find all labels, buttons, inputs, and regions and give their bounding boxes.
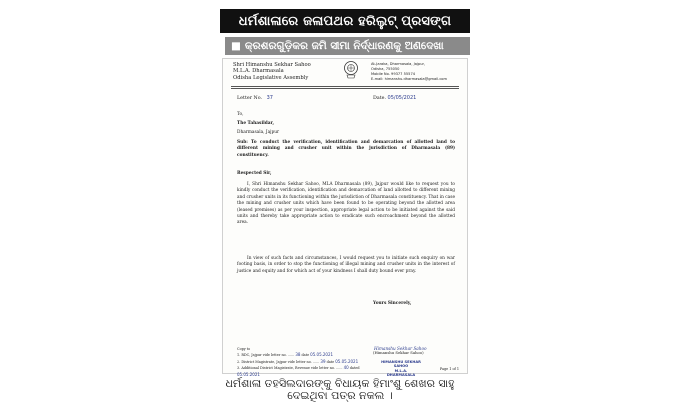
recipient: The Tahasildar, bbox=[237, 121, 274, 126]
sender-name: Shri Himanshu Sekhar Sahoo bbox=[233, 62, 311, 68]
caption-line-1: ଧର୍ମଶାଳା ତହସିଲଦାରଙ୍କୁ ବିଧାୟକ ହିମାଂଶୁ ଶେଖର ସାହୁ bbox=[225, 377, 455, 390]
address-line-2: Odisha, 755050 bbox=[371, 67, 400, 71]
letter-number bbox=[237, 95, 273, 101]
subject-line: Sub: To conduct the verification, identification and demarcation of allotted land to different mining and crusher unit within the jurisdiction of Dharmasala (89) constituency. bbox=[237, 140, 455, 158]
headline-banner bbox=[220, 9, 470, 33]
official-stamp bbox=[375, 360, 427, 378]
copy-item: 1. RDC, Jajpur vide letter no. ...... 38 date 05.05.2021 bbox=[237, 352, 334, 358]
letter-date-value: 05/05/2021 bbox=[387, 95, 417, 101]
signatory-name: (Himanshu Sekhar Sahoo) bbox=[373, 350, 424, 355]
stamp-line-2: M.L.A. bbox=[394, 368, 408, 373]
body-paragraph-1: I, Shri Himanshu Sekhar Sahoo, MLA Dharmasala (89), Jajpur would like to request you to kindly conduct the verification, identification and demarcation of land allotted to different mining and crusher units in its functioning within the jurisdiction of Dharmasala constituency. That in case the mining and crusher units which have been found to be operating beyond the allotted area (leased premises) as per your inspection, appropriate legal action to be initiated against the said units and thereby take appropriate action to eradicate such encroachment beyond the allotted area. bbox=[237, 182, 455, 226]
email-address: E-mail: himanshu.dharmasala@gmail.com bbox=[371, 77, 447, 81]
state-emblem-icon bbox=[342, 60, 360, 80]
letterhead-sender bbox=[233, 62, 311, 81]
sender-assembly: Odisha Legislative Assembly bbox=[233, 74, 309, 81]
page-number: Page 1 of 1 bbox=[439, 367, 459, 371]
letter-number-label: Letter No. bbox=[237, 96, 263, 101]
letter-number-value: 37 bbox=[266, 95, 273, 101]
square-bullet-icon: ■ bbox=[231, 40, 241, 52]
mobile-number: Mobile No. 99377 55574 bbox=[371, 72, 416, 76]
letter-date bbox=[373, 95, 416, 101]
copy-to-list bbox=[237, 347, 377, 378]
address-to: To, bbox=[237, 112, 244, 117]
subheadline-text: କ୍ରଶରଗୁଡ଼ିକର ଜମି ସୀମା ନିର୍ଦ୍ଧାରଣକୁ ଅଣଦେଖା bbox=[244, 39, 444, 52]
recipient-place: Dharmasala, Jajpur bbox=[237, 130, 280, 135]
headline-text: ଧର୍ମଶାଳାରେ ଜଳାପଥର ହରିଲୁଟ୍ ପ୍ରସଙ୍ଗ bbox=[238, 13, 452, 29]
stamp-line-1: HIMANSHU SEKHAR SAHOO bbox=[381, 360, 421, 369]
salutation: Respected Sir, bbox=[237, 171, 272, 176]
address-line-1: At-Jaraka, Dharmasala, Jajpur, bbox=[371, 62, 426, 66]
letterhead-contact bbox=[371, 62, 447, 82]
subheadline-banner bbox=[225, 37, 470, 55]
stamp-line-3: DHARMASALA bbox=[386, 373, 416, 378]
letterhead-divider-2 bbox=[231, 88, 459, 89]
copy-item: 2. District Magistrate, Jajpur vide letter no. ...... 39 date 05.05.2021 bbox=[237, 358, 359, 364]
caption-line-2: ଦେଇଥିବା ପତ୍ର ନକଲ । bbox=[287, 389, 393, 402]
copy-item: 3. Additional District Magistrate, Revenue vide letter no. ...... 40 dated 05.05.2021 bbox=[237, 365, 360, 377]
letter-date-label: Date. bbox=[373, 96, 386, 101]
body-paragraph-2: In view of such facts and circumstances, I would request you to initiate such enquiry on war footing basis, in order to stop the functioning of illegal mining and crusher units in the interest of justice and equity and for which act of your kindness I shall duty bound ever pray. bbox=[237, 256, 455, 274]
signature-text: Himanshu Sekhar Sahoo bbox=[374, 346, 427, 351]
copy-to-label: Copy to bbox=[237, 347, 251, 351]
sender-title: M.L.A. Dharmasala bbox=[233, 68, 284, 75]
letter-document bbox=[222, 58, 468, 378]
closing: Yours Sincerely, bbox=[373, 301, 412, 306]
